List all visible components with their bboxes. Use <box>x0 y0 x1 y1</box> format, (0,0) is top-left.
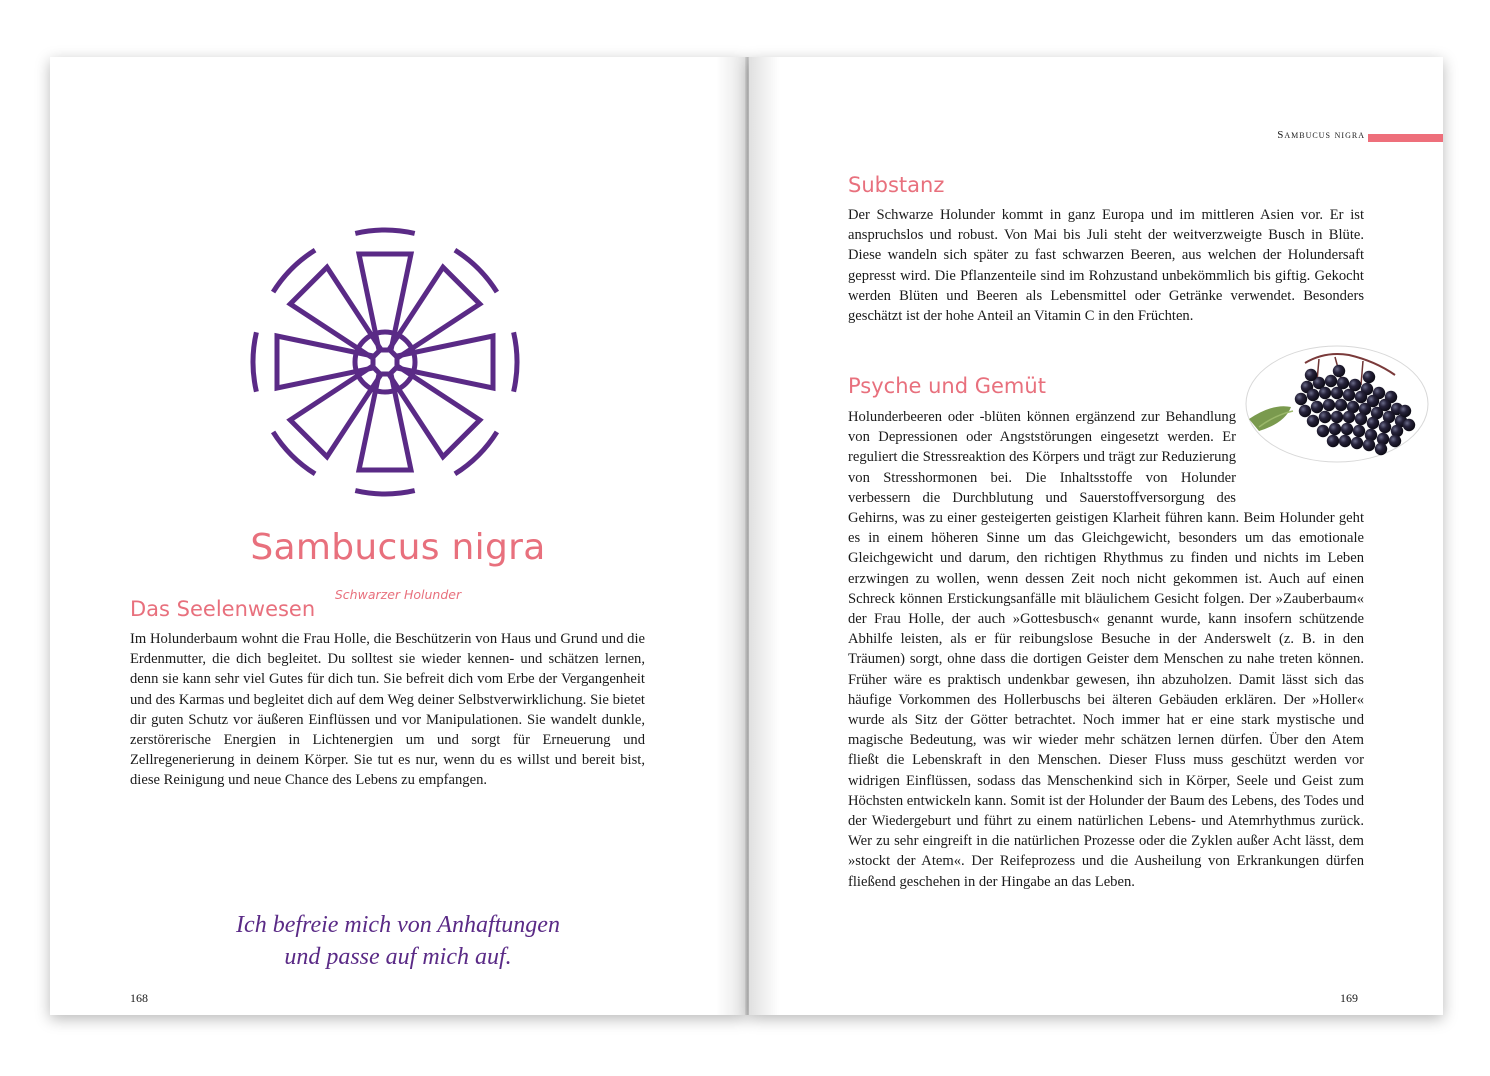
elderberry <box>1363 371 1375 383</box>
mandala-arc <box>253 332 256 391</box>
elderberry <box>1375 443 1387 455</box>
seelenwesen-text: Im Holunderbaum wohnt die Frau Holle, die Beschützerin von Haus und Grund und die Erdenmutter, die dich begleitet. Du solltest sie wieder kennen- und schätzen lernen, denn sie kann sehr viel Gutes für dich tun. Sie befreit dich vom Erbe der Vergangenheit und des Karmas und begleitet dich auf dem Weg deiner Selbstverwirklichung. Sie bietet dir guten Schutz vor äußeren Einflüssen und vor Manipulationen. Sie wandelt dunkle, zerstörerische Energien in Lichtenergien um und sorgt für Erneuerung und Zellregenerierung in deinem Körper. Sie tut es nur, wenn du es willst und bereit bist, diese Reinigung und neue Chance des Lebens zu empfangen. <box>130 631 645 789</box>
affirmation-line-1: Ich befreie mich von Anhaftungen <box>236 912 560 938</box>
elderberry <box>1355 391 1367 403</box>
elderberry <box>1343 389 1355 401</box>
substanz-text: Der Schwarze Holunder kommt in ganz Europa und im mittleren Asien vor. Er ist anspruchslos und robust. Von Mai bis Juli steht der weitverzweigte Busch in Blüte. Diese wandeln sich später zu fast schwarzen Beeren, aus welchen der Holundersaft gepresst wird. Die Pflanzenteile sind im Rohzustand unbekömmlich bis giftig. Gekocht werden Blüten und Beeren als Lebensmittel oder Getränke verwendet. Besonders geschätzt ist der hohe Anteil an Vitamin C in den Früchten. <box>848 207 1364 325</box>
section-heading-psyche: Psyche und Gemüt <box>848 374 1046 398</box>
right-gutter-shadow <box>749 57 779 1015</box>
affirmation <box>50 909 746 973</box>
mandala-petal <box>290 366 381 457</box>
affirmation-line-2: und passe auf mich auf. <box>284 944 512 970</box>
elderberry <box>1399 405 1411 417</box>
elderberry <box>1305 369 1317 381</box>
section-heading-substanz: Substanz <box>848 173 945 197</box>
plant-common-name: Schwarzer Holunder <box>334 587 462 602</box>
running-head: Sambucus nigra <box>1277 129 1365 141</box>
psyche-text-content: Holunderbeeren oder -blüten können ergänzend zur Behandlung von Depressionen oder Angststörungen eingesetzt werden. Er reguliert die Stressreaktion des Körpers und trägt zur Reduzierung von Stresshormonen bei. Die Inhaltsstoffe von Holunder verbessern die Durchblutung und Sauerstoffversorgung des Gehirns, was zu einer gesteigerten geistigen Klarheit führen kann. Beim Holunder geht es in einem höheren Sinne um das Gleichgewicht, besonders um das emotionale Gleichgewicht und darum, den richtigen Rhythmus zu finden und nichts im Leben erzwingen zu wollen, wenn dessen Zeit noch nicht gekommen ist. Auch auf einen Schreck können Erstickungsanfälle mit bläulichem Gesicht folgen. Der »Zauberbaum« der Frau Holle, der auch »Gottesbusch« genannt wurde, kann insofern schützende Abhilfe leisten, als er für reibungslose Besuche in der Anderswelt (z. B. in den Träumen) sorgt, ohne dass die dortigen Geister dem Menschen zu nahe treten können. Früher wäre es praktisch undenkbar gewesen, ihn abzuholzen. Damit lässt sich das häufige Vorkommen des Hollerbuschs bei älteren Gebäuden erklären. Der »Holler« wurde als Sitz der Götter betrachtet. Noch immer hat er eine stark mystische und magische Bedeutung, was wir wieder mehr schätzen lernen dürfen. Über den Atem fließt die Lebenskraft in den Menschen. Dieser Fluss muss geschützt werden vor widrigen Einflüssen, sodass das Menschenkind sich in Körper, Seele und Geist zum Höchsten entwickeln kann. Somit ist der Holunder der Baum des Lebens, des Todes und der Wiedergeburt und führt zu einem natürlichen Lebens- und Atemrhythmus zurück. Wer zu sehr eingreift in die natürlichen Prozesse oder die Zyklen außer Acht lässt, dem »stockt der Atem«. Der Reifeprozess und die Ausheilung von Erkrankungen dürfen fließend geschehen in der Hingabe an das Leben. <box>848 409 1364 890</box>
elderberry <box>1333 365 1345 377</box>
elderberry <box>1331 387 1343 399</box>
elderberry <box>1379 421 1391 433</box>
mandala-petal <box>389 267 480 358</box>
section-heading-seelenwesen: Das Seelenwesen <box>130 597 316 621</box>
elderberry <box>1389 435 1401 447</box>
mandala-arc <box>355 491 414 494</box>
sambucus-mandala-icon <box>245 177 525 507</box>
psyche-text <box>848 407 1364 892</box>
elderberry <box>1363 439 1375 451</box>
mandala-petal <box>389 366 480 457</box>
elderberry <box>1367 417 1379 429</box>
elderberry <box>1325 375 1337 387</box>
mandala-center-circle <box>355 332 415 392</box>
page-number-right: 169 <box>1340 991 1358 1005</box>
elderberry <box>1403 419 1415 431</box>
elderberry <box>1295 393 1307 405</box>
plant-title: Sambucus nigra <box>250 527 546 568</box>
left-page <box>50 57 746 1015</box>
elderberry <box>1307 389 1319 401</box>
mandala-arc <box>355 230 414 233</box>
running-head-bar <box>1368 134 1443 142</box>
mandala-arc <box>514 332 517 391</box>
right-page <box>749 57 1443 1015</box>
page-number-left: 168 <box>130 991 148 1005</box>
image-wrap-spacer <box>1236 407 1364 501</box>
mandala-petal <box>290 267 381 358</box>
elderberry <box>1319 387 1331 399</box>
